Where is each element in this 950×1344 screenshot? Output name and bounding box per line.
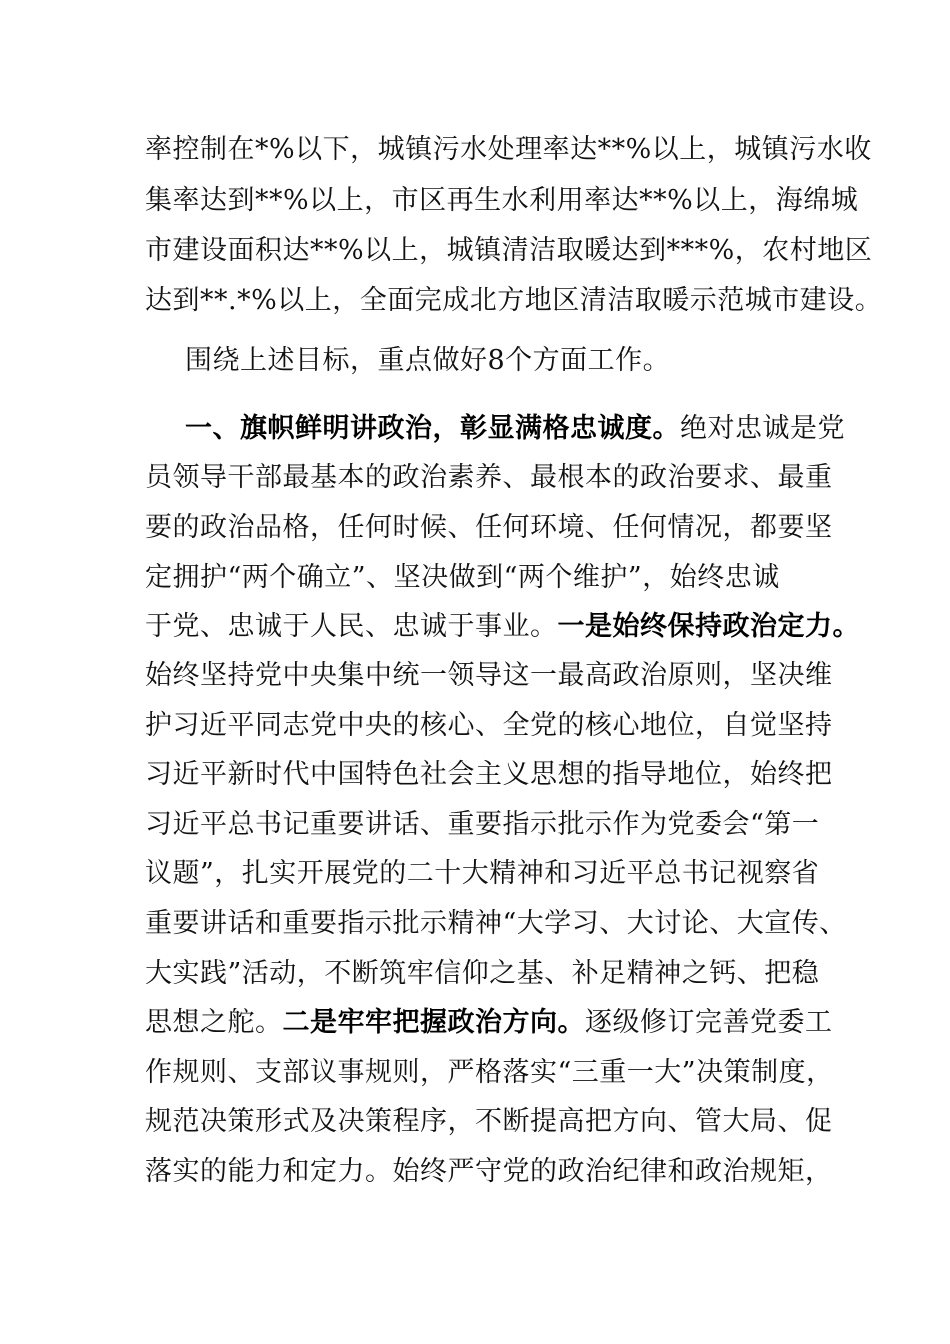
body-text-line: 规范决策形式及决策程序，不断提高把方向、管大局、促	[145, 1106, 833, 1137]
body-text-line: 习近平总书记重要讲话、重要指示批示作为党委会“第一	[145, 809, 820, 840]
body-text-line: 达到**.*%以上，全面完成北方地区清洁取暖示范城市建设。	[145, 285, 883, 316]
body-text-line: 重要讲话和重要指示批示精神“大学习、大讨论、大宣传、	[145, 908, 847, 939]
body-text-line: 集率达到**%以上，市区再生水利用率达**%以上，海绵城	[145, 185, 859, 216]
body-text-line: 大实践”活动，不断筑牢信仰之基、补足精神之钙、把稳	[145, 958, 820, 989]
body-text-line: 习近平新时代中国特色社会主义思想的指导地位，始终把	[145, 759, 833, 790]
body-text: 逐级修订完善党委工	[585, 1007, 833, 1038]
point-heading: 二是牢牢把握政治方向。	[282, 1007, 585, 1038]
point-heading: 一是始终保持政治定力。	[557, 611, 860, 642]
body-text: 绝对忠诚是党	[680, 413, 845, 444]
body-text-line: 护习近平同志党中央的核心、全党的核心地位，自觉坚持	[145, 710, 833, 741]
body-text: 于党、忠诚于人民、忠诚于事业。	[145, 611, 558, 642]
body-text-line: 作规则、支部议事规则，严格落实“三重一大”决策制度，	[145, 1057, 834, 1088]
body-text-line	[145, 998, 833, 1048]
body-text: 思想之舵。	[145, 1007, 283, 1038]
body-text-line: 议题”，扎实开展党的二十大精神和习近平总书记视察省	[145, 858, 820, 889]
body-text-line: 率控制在*%以下，城镇污水处理率达**%以上，城镇污水收	[145, 134, 872, 165]
body-text-line	[145, 602, 860, 652]
body-text-line: 定拥护“两个确立”、坚决做到“两个维护”，始终忠诚	[145, 562, 780, 593]
body-text-line: 落实的能力和定力。始终严守党的政治纪律和政治规矩，	[145, 1156, 833, 1187]
body-text-line: 围绕上述目标，重点做好8个方面工作。	[185, 345, 671, 376]
body-text-line: 市建设面积达**%以上，城镇清洁取暖达到***%，农村地区	[145, 235, 873, 266]
body-text-line: 始终坚持党中央集中统一领导这一最高政治原则，坚决维	[145, 660, 833, 691]
section-heading: 一、旗帜鲜明讲政治，彰显满格忠诚度。	[185, 413, 680, 444]
section-heading-line	[185, 404, 845, 454]
body-text-line: 要的政治品格，任何时候、任何环境、任何情况，都要坚	[145, 512, 833, 543]
body-text-line: 员领导干部最基本的政治素养、最根本的政治要求、最重	[145, 462, 833, 493]
